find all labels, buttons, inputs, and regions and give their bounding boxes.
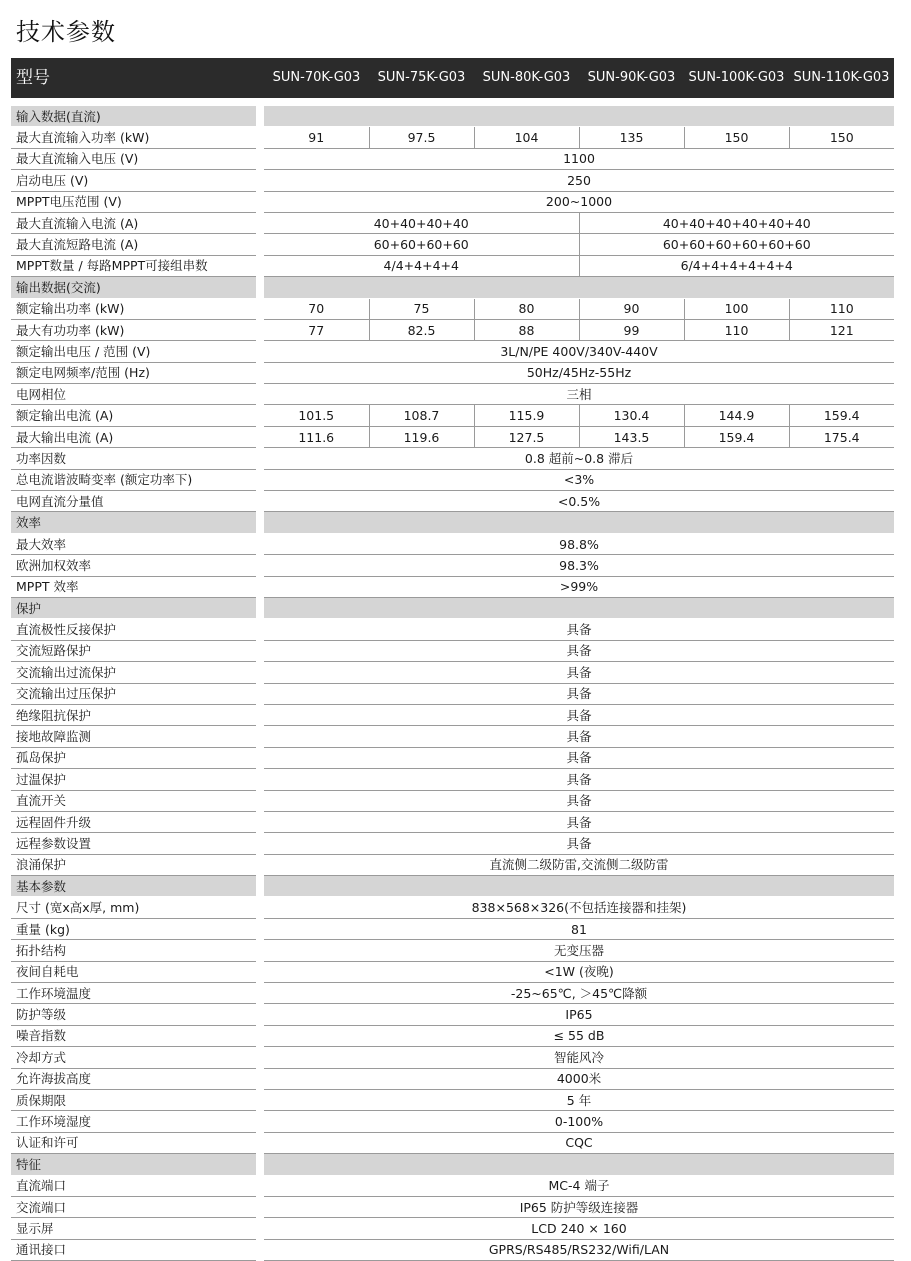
table-cell: 50Hz/45Hz-55Hz — [264, 362, 894, 383]
section-fill — [264, 1154, 894, 1175]
table-cell: ≤ 55 dB — [264, 1025, 894, 1046]
table-cell: 110 — [684, 319, 789, 340]
row-label: 功率因数 — [11, 448, 256, 469]
table-cell: 110 — [789, 298, 894, 319]
row-label: 电网直流分量值 — [11, 491, 256, 512]
table-row — [11, 170, 894, 191]
table-cell: 70 — [264, 298, 369, 319]
table-cell: 具备 — [264, 790, 894, 811]
row-label: 欧洲加权效率 — [11, 555, 256, 576]
table-row — [11, 683, 894, 704]
table-row — [11, 640, 894, 661]
table-row — [11, 1175, 894, 1196]
column-gap — [256, 662, 264, 683]
table-row — [11, 1004, 894, 1025]
column-gap — [256, 1111, 264, 1132]
row-label: 允许海拔高度 — [11, 1068, 256, 1089]
section-fill — [264, 512, 894, 533]
section-header-row — [11, 1154, 894, 1175]
table-row — [11, 148, 894, 169]
row-label: 最大直流输入功率 (kW) — [11, 127, 256, 148]
row-label: 认证和许可 — [11, 1132, 256, 1153]
column-gap — [256, 683, 264, 704]
column-gap — [256, 1025, 264, 1046]
table-cell: 90 — [579, 298, 684, 319]
table-cell: LCD 240 × 160 — [264, 1218, 894, 1239]
table-cell: 4/4+4+4+4 — [264, 255, 579, 276]
table-cell: <3% — [264, 469, 894, 490]
table-cell: 具备 — [264, 619, 894, 640]
row-label: 重量 (kg) — [11, 918, 256, 939]
column-gap — [256, 769, 264, 790]
table-row — [11, 341, 894, 362]
table-row — [11, 1025, 894, 1046]
row-label: 最大直流短路电流 (A) — [11, 234, 256, 255]
table-row — [11, 319, 894, 340]
table-cell: 81 — [264, 918, 894, 939]
table-cell: 5 年 — [264, 1089, 894, 1110]
table-row — [11, 897, 894, 918]
table-cell: 三相 — [264, 384, 894, 405]
column-gap — [256, 491, 264, 512]
row-label: 最大直流输入电流 (A) — [11, 212, 256, 233]
table-cell: 121 — [789, 319, 894, 340]
table-cell: 143.5 — [579, 426, 684, 447]
row-label: 直流开关 — [11, 790, 256, 811]
row-label: 交流输出过压保护 — [11, 683, 256, 704]
table-cell: 200~1000 — [264, 191, 894, 212]
table-cell: 159.4 — [789, 405, 894, 426]
column-gap — [256, 1132, 264, 1153]
table-cell: 175.4 — [789, 426, 894, 447]
row-label: 冷却方式 — [11, 1047, 256, 1068]
row-label: 额定输出功率 (kW) — [11, 298, 256, 319]
row-label: MPPT电压范围 (V) — [11, 191, 256, 212]
table-row — [11, 1068, 894, 1089]
column-gap — [256, 1239, 264, 1260]
row-label: 孤岛保护 — [11, 747, 256, 768]
row-label: 交流短路保护 — [11, 640, 256, 661]
table-cell: 具备 — [264, 811, 894, 832]
table-row — [11, 533, 894, 554]
row-label: 远程参数设置 — [11, 833, 256, 854]
column-gap — [256, 1218, 264, 1239]
column-gap — [256, 1196, 264, 1217]
table-row — [11, 1239, 894, 1260]
table-row — [11, 704, 894, 725]
table-cell: 99 — [579, 319, 684, 340]
column-gap — [256, 940, 264, 961]
column-gap — [256, 362, 264, 383]
section-title: 特征 — [11, 1154, 256, 1175]
column-gap — [256, 469, 264, 490]
row-label: 尺寸 (宽x高x厚, mm) — [11, 897, 256, 918]
table-cell: 98.8% — [264, 533, 894, 554]
table-cell: >99% — [264, 576, 894, 597]
model-name: SUN-75K-G03 — [377, 70, 466, 85]
row-label: 显示屏 — [11, 1218, 256, 1239]
table-cell: 838×568×326(不包括连接器和挂架) — [264, 897, 894, 918]
table-row — [11, 918, 894, 939]
row-label: 通讯接口 — [11, 1239, 256, 1260]
column-gap — [256, 127, 264, 148]
section-title: 保护 — [11, 597, 256, 618]
table-row — [11, 362, 894, 383]
column-gap — [256, 1089, 264, 1110]
row-label: 工作环境温度 — [11, 983, 256, 1004]
table-cell: 具备 — [264, 833, 894, 854]
column-gap — [256, 106, 264, 127]
table-row — [11, 234, 894, 255]
spec-table-body — [11, 106, 894, 1261]
column-gap — [256, 918, 264, 939]
table-cell: 119.6 — [369, 426, 474, 447]
model-name: SUN-100K-G03 — [688, 70, 785, 85]
table-cell: IP65 防护等级连接器 — [264, 1196, 894, 1217]
row-label: 额定输出电压 / 范围 (V) — [11, 341, 256, 362]
table-cell: 111.6 — [264, 426, 369, 447]
column-gap — [256, 191, 264, 212]
column-gap — [256, 1154, 264, 1175]
table-row — [11, 426, 894, 447]
table-cell: 135 — [579, 127, 684, 148]
table-cell: 100 — [684, 298, 789, 319]
table-cell: 具备 — [264, 704, 894, 725]
column-gap — [256, 255, 264, 276]
row-label: 噪音指数 — [11, 1025, 256, 1046]
table-row — [11, 384, 894, 405]
column-gap — [256, 619, 264, 640]
column-gap — [256, 319, 264, 340]
table-cell: 3L/N/PE 400V/340V-440V — [264, 341, 894, 362]
column-gap — [256, 1175, 264, 1196]
column-gap — [256, 897, 264, 918]
row-label: 总电流谐波畸变率 (额定功率下) — [11, 469, 256, 490]
row-label: 拓扑结构 — [11, 940, 256, 961]
row-label: 接地故障监测 — [11, 726, 256, 747]
table-row — [11, 491, 894, 512]
row-label: 直流端口 — [11, 1175, 256, 1196]
table-cell: 80 — [474, 298, 579, 319]
column-gap — [256, 555, 264, 576]
model-name: SUN-80K-G03 — [482, 70, 571, 85]
row-label: 最大直流输入电压 (V) — [11, 148, 256, 169]
table-cell: 智能风冷 — [264, 1047, 894, 1068]
table-cell: -25~65℃, ＞45℃降额 — [264, 983, 894, 1004]
table-row — [11, 769, 894, 790]
table-cell: 40+40+40+40+40+40 — [579, 212, 894, 233]
row-label: 直流极性反接保护 — [11, 619, 256, 640]
column-gap — [256, 277, 264, 298]
table-cell: 具备 — [264, 662, 894, 683]
table-row — [11, 833, 894, 854]
row-label: 夜间自耗电 — [11, 961, 256, 982]
table-cell: <0.5% — [264, 491, 894, 512]
table-row — [11, 298, 894, 319]
column-gap — [256, 170, 264, 191]
table-cell: 91 — [264, 127, 369, 148]
table-row — [11, 854, 894, 875]
row-label: 工作环境湿度 — [11, 1111, 256, 1132]
row-label: 启动电压 (V) — [11, 170, 256, 191]
row-label: 最大效率 — [11, 533, 256, 554]
table-row — [11, 255, 894, 276]
table-row — [11, 405, 894, 426]
column-gap — [256, 341, 264, 362]
table-row — [11, 662, 894, 683]
column-gap — [256, 811, 264, 832]
table-cell: 88 — [474, 319, 579, 340]
table-row — [11, 619, 894, 640]
table-row — [11, 212, 894, 233]
table-cell: 98.3% — [264, 555, 894, 576]
model-header-columns — [264, 58, 894, 98]
column-gap — [256, 854, 264, 875]
section-header-row — [11, 597, 894, 618]
table-cell: 150 — [789, 127, 894, 148]
table-row — [11, 191, 894, 212]
table-cell: 75 — [369, 298, 474, 319]
page-title: 技术参数 — [16, 18, 116, 46]
table-cell: 4000米 — [264, 1068, 894, 1089]
table-row — [11, 983, 894, 1004]
section-fill — [264, 106, 894, 127]
table-cell: 具备 — [264, 747, 894, 768]
row-label: 浪涌保护 — [11, 854, 256, 875]
table-cell: GPRS/RS485/RS232/Wifi/LAN — [264, 1239, 894, 1260]
row-label: MPPT数量 / 每路MPPT可接组串数 — [11, 255, 256, 276]
section-fill — [264, 876, 894, 897]
column-gap — [256, 1047, 264, 1068]
table-row — [11, 1218, 894, 1239]
table-row — [11, 1047, 894, 1068]
row-label: 防护等级 — [11, 1004, 256, 1025]
row-label: 绝缘阻抗保护 — [11, 704, 256, 725]
table-row — [11, 940, 894, 961]
column-gap — [256, 704, 264, 725]
table-cell: 具备 — [264, 640, 894, 661]
column-gap — [256, 533, 264, 554]
table-cell: 无变压器 — [264, 940, 894, 961]
table-cell: 1100 — [264, 148, 894, 169]
row-label: 电网相位 — [11, 384, 256, 405]
model-name: SUN-110K-G03 — [793, 70, 890, 85]
table-row — [11, 1089, 894, 1110]
table-cell: 77 — [264, 319, 369, 340]
table-row — [11, 747, 894, 768]
column-gap — [256, 961, 264, 982]
table-row — [11, 469, 894, 490]
section-title: 基本参数 — [11, 876, 256, 897]
table-cell: 144.9 — [684, 405, 789, 426]
table-cell: 82.5 — [369, 319, 474, 340]
row-label: 远程固件升级 — [11, 811, 256, 832]
column-gap — [256, 405, 264, 426]
section-title: 效率 — [11, 512, 256, 533]
column-gap — [256, 833, 264, 854]
section-title: 输出数据(交流) — [11, 277, 256, 298]
column-gap — [256, 876, 264, 897]
column-gap — [256, 640, 264, 661]
column-gap — [256, 384, 264, 405]
table-cell: 具备 — [264, 769, 894, 790]
table-cell: 101.5 — [264, 405, 369, 426]
table-cell: 40+40+40+40 — [264, 212, 579, 233]
table-cell: 130.4 — [579, 405, 684, 426]
row-label: 额定输出电流 (A) — [11, 405, 256, 426]
column-gap — [256, 234, 264, 255]
table-row — [11, 555, 894, 576]
table-cell: 159.4 — [684, 426, 789, 447]
section-fill — [264, 597, 894, 618]
row-label: 最大有功功率 (kW) — [11, 319, 256, 340]
table-cell: IP65 — [264, 1004, 894, 1025]
table-cell: CQC — [264, 1132, 894, 1153]
table-row — [11, 790, 894, 811]
column-gap — [256, 790, 264, 811]
table-cell: 0.8 超前~0.8 滞后 — [264, 448, 894, 469]
table-cell: 60+60+60+60+60+60 — [579, 234, 894, 255]
row-label: 质保期限 — [11, 1089, 256, 1110]
table-cell: MC-4 端子 — [264, 1175, 894, 1196]
model-name: SUN-70K-G03 — [272, 70, 361, 85]
section-header-row — [11, 512, 894, 533]
column-gap — [256, 148, 264, 169]
table-cell: 108.7 — [369, 405, 474, 426]
model-header-bar — [11, 58, 894, 98]
column-gap — [256, 426, 264, 447]
table-cell: 0-100% — [264, 1111, 894, 1132]
table-row — [11, 1132, 894, 1153]
table-row — [11, 576, 894, 597]
column-gap — [256, 212, 264, 233]
row-label: 最大输出电流 (A) — [11, 426, 256, 447]
table-cell: 具备 — [264, 726, 894, 747]
column-gap — [256, 726, 264, 747]
column-gap — [256, 1068, 264, 1089]
column-gap — [256, 983, 264, 1004]
column-gap — [256, 597, 264, 618]
model-name: SUN-90K-G03 — [587, 70, 676, 85]
column-gap — [256, 448, 264, 469]
section-title: 输入数据(直流) — [11, 106, 256, 127]
column-gap — [256, 512, 264, 533]
row-label: 交流端口 — [11, 1196, 256, 1217]
table-row — [11, 1111, 894, 1132]
table-cell: 97.5 — [369, 127, 474, 148]
table-row — [11, 726, 894, 747]
table-cell: 115.9 — [474, 405, 579, 426]
table-row — [11, 127, 894, 148]
column-gap — [256, 576, 264, 597]
row-label: MPPT 效率 — [11, 576, 256, 597]
table-cell: 150 — [684, 127, 789, 148]
column-gap — [256, 298, 264, 319]
section-header-row — [11, 106, 894, 127]
table-cell: 6/4+4+4+4+4+4 — [579, 255, 894, 276]
section-header-row — [11, 277, 894, 298]
model-header-label: 型号 — [16, 68, 50, 88]
table-row — [11, 961, 894, 982]
table-cell: 具备 — [264, 683, 894, 704]
table-cell: 127.5 — [474, 426, 579, 447]
column-gap — [256, 747, 264, 768]
table-cell: 250 — [264, 170, 894, 191]
section-fill — [264, 277, 894, 298]
table-cell: 直流侧二级防雷,交流侧二级防雷 — [264, 854, 894, 875]
table-row — [11, 811, 894, 832]
table-row — [11, 1196, 894, 1217]
table-cell: <1W (夜晚) — [264, 961, 894, 982]
table-cell: 104 — [474, 127, 579, 148]
row-label: 交流输出过流保护 — [11, 662, 256, 683]
row-label: 额定电网频率/范围 (Hz) — [11, 362, 256, 383]
spec-table — [11, 106, 894, 1261]
row-label: 过温保护 — [11, 769, 256, 790]
column-gap — [256, 1004, 264, 1025]
section-header-row — [11, 876, 894, 897]
table-cell: 60+60+60+60 — [264, 234, 579, 255]
table-row — [11, 448, 894, 469]
